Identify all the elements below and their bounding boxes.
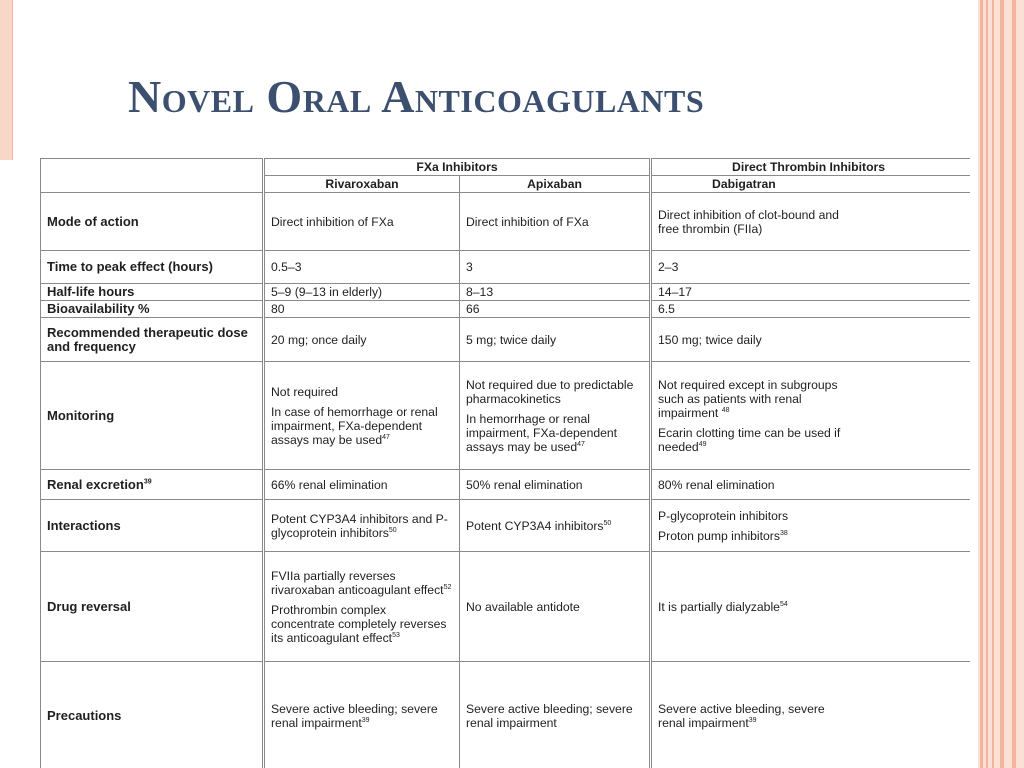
reference-superscript: 50 xyxy=(603,519,612,527)
cell-paragraph xyxy=(271,285,453,299)
row-label-text: Time to peak effect (hours) xyxy=(47,259,213,274)
table-cell xyxy=(264,193,460,251)
table-row xyxy=(41,284,971,301)
cell-paragraph xyxy=(658,302,853,316)
table-cell xyxy=(264,500,460,552)
row-label-text: Precautions xyxy=(47,707,122,723)
reference-superscript: 50 xyxy=(388,526,397,534)
cell-paragraph xyxy=(658,478,853,492)
cell-paragraph xyxy=(271,302,453,316)
table-cell xyxy=(460,301,651,318)
cell-paragraph xyxy=(658,600,853,614)
cell-paragraph xyxy=(658,529,853,543)
cell-text: Potent CYP3A4 inhibitors xyxy=(466,518,604,533)
table-cell xyxy=(651,500,970,552)
cell-text: In hemorrhage or renal impairment, FXa-dependent assays may be used xyxy=(466,411,618,454)
cell-text: 66% renal elimination xyxy=(271,477,388,492)
left-decorative-border xyxy=(0,0,13,160)
table-cell xyxy=(460,284,651,301)
fxa-inhibitors-header: FXa Inhibitors xyxy=(264,159,651,176)
cell-text: No available antidote xyxy=(466,599,580,614)
cell-text: Severe active bleeding, severe renal impairment xyxy=(658,701,825,730)
cell-text: Not required except in subgroups such as patients with renal impairment xyxy=(658,377,838,420)
cell-paragraph xyxy=(466,378,643,406)
cell-paragraph xyxy=(658,260,853,274)
cell-text: 80 xyxy=(271,302,285,316)
cell-paragraph xyxy=(271,215,453,229)
cell-text: Severe active bleeding; severe renal impairment xyxy=(271,701,438,730)
reference-superscript: 49 xyxy=(698,440,707,448)
cell-text: Proton pump inhibitors xyxy=(658,528,780,543)
reference-superscript: 39 xyxy=(361,716,370,724)
row-label xyxy=(41,362,264,470)
table-cell xyxy=(651,552,970,662)
row-label-text: Mode of action xyxy=(47,213,139,229)
table-cell xyxy=(264,552,460,662)
drug-header-dabigatran: Dabigatran xyxy=(651,176,970,193)
cell-paragraph xyxy=(466,302,643,316)
table-cell xyxy=(651,362,970,470)
cell-text: 80% renal elimination xyxy=(658,477,775,492)
reference-superscript: 38 xyxy=(779,529,788,537)
cell-paragraph xyxy=(271,405,453,447)
cell-text: Not required due to predictable pharmacokinetics xyxy=(466,377,634,406)
cell-paragraph xyxy=(466,702,643,730)
table-cell xyxy=(264,662,460,768)
table-cell xyxy=(651,284,970,301)
group-header-row xyxy=(41,159,971,176)
table-row xyxy=(41,552,971,662)
cell-paragraph xyxy=(658,208,853,236)
cell-text: Direct inhibition of clot-bound and free thrombin (FIIa) xyxy=(658,207,839,236)
cell-paragraph xyxy=(271,603,453,645)
table-row xyxy=(41,362,971,470)
row-label xyxy=(41,251,264,284)
table-cell xyxy=(264,362,460,470)
drug-header-apixaban: Apixaban xyxy=(460,176,651,193)
cell-paragraph xyxy=(466,333,643,347)
row-label xyxy=(41,500,264,552)
cell-paragraph xyxy=(466,285,643,299)
row-label xyxy=(41,301,264,318)
table-cell xyxy=(651,318,970,362)
cell-text: 8–13 xyxy=(466,285,494,299)
row-label xyxy=(41,193,264,251)
table-cell xyxy=(264,318,460,362)
table-cell xyxy=(264,251,460,284)
table-cell xyxy=(460,362,651,470)
cell-paragraph xyxy=(658,426,853,454)
table-cell xyxy=(651,301,970,318)
table-row xyxy=(41,301,971,318)
cell-text: 66 xyxy=(466,302,480,316)
cell-paragraph xyxy=(658,702,853,730)
row-label xyxy=(41,318,264,362)
header-corner-cell xyxy=(41,159,264,193)
slide-title: Novel Oral Anticoagulants xyxy=(128,71,705,122)
reference-superscript: 48 xyxy=(721,406,730,414)
cell-text: Potent CYP3A4 inhibitors and P-glycoprotein inhibitors xyxy=(271,511,448,540)
table-cell xyxy=(460,251,651,284)
reference-superscript: 52 xyxy=(443,583,452,591)
cell-text: 2–3 xyxy=(658,260,679,274)
table-cell xyxy=(651,470,970,500)
table-cell xyxy=(264,470,460,500)
table-row xyxy=(41,193,971,251)
cell-text: Direct inhibition of FXa xyxy=(466,214,589,229)
cell-text: P-glycoprotein inhibitors xyxy=(658,508,789,523)
cell-paragraph xyxy=(271,702,453,730)
cell-text: Ecarin clotting time can be used if needed xyxy=(658,425,841,454)
row-label-text: Monitoring xyxy=(47,407,115,423)
reference-superscript: 54 xyxy=(779,600,788,608)
cell-text: 5–9 (9–13 in elderly) xyxy=(271,285,383,299)
cell-text: It is partially dialyzable xyxy=(658,599,780,614)
table-row xyxy=(41,500,971,552)
cell-paragraph xyxy=(466,412,643,454)
cell-text: Prothrombin complex concentrate completely reverses its anticoagulant effect xyxy=(271,602,447,645)
cell-text: 6.5 xyxy=(658,302,675,316)
row-label xyxy=(41,284,264,301)
cell-text: Direct inhibition of FXa xyxy=(271,214,394,229)
table-row xyxy=(41,318,971,362)
cell-paragraph xyxy=(271,512,453,540)
table-cell xyxy=(264,284,460,301)
reference-superscript: 47 xyxy=(382,433,390,441)
reference-superscript: 39 xyxy=(143,478,152,486)
cell-paragraph xyxy=(271,478,453,492)
cell-text: 50% renal elimination xyxy=(466,477,583,492)
row-label-text: Drug reversal xyxy=(47,598,131,614)
table-row xyxy=(41,470,971,500)
cell-paragraph xyxy=(466,260,643,274)
cell-paragraph xyxy=(271,385,453,399)
thrombin-inhibitors-header: Direct Thrombin Inhibitors xyxy=(651,159,970,176)
cell-text: 14–17 xyxy=(658,285,692,299)
row-label xyxy=(41,662,264,768)
comparison-table-image xyxy=(40,158,970,768)
cell-paragraph xyxy=(658,285,853,299)
cell-text: 20 mg; once daily xyxy=(271,332,367,347)
right-decorative-border xyxy=(978,0,1024,768)
cell-paragraph xyxy=(271,569,453,597)
cell-text: In case of hemorrhage or renal impairment, FXa-dependent assays may be used xyxy=(271,404,438,447)
reference-superscript: 39 xyxy=(748,716,757,724)
row-label-text: Renal excretion xyxy=(47,476,144,492)
cell-text: 5 mg; twice daily xyxy=(466,332,557,347)
table-row xyxy=(41,251,971,284)
table-cell xyxy=(460,500,651,552)
reference-superscript: 53 xyxy=(392,631,400,639)
row-label-text: Interactions xyxy=(47,517,121,533)
table-cell xyxy=(460,318,651,362)
table-row xyxy=(41,662,971,768)
table-cell xyxy=(460,552,651,662)
row-label xyxy=(41,470,264,500)
cell-paragraph xyxy=(466,600,643,614)
cell-paragraph xyxy=(658,378,853,420)
cell-paragraph xyxy=(466,478,643,492)
cell-text: 150 mg; twice daily xyxy=(658,332,762,347)
table-cell xyxy=(460,470,651,500)
cell-paragraph xyxy=(466,215,643,229)
cell-text: Not required xyxy=(271,384,339,399)
drug-header-rivaroxaban: Rivaroxaban xyxy=(264,176,460,193)
row-label-text: Bioavailability % xyxy=(47,301,150,316)
row-label-text: Half-life hours xyxy=(47,284,135,299)
reference-superscript: 47 xyxy=(577,440,585,448)
anticoagulant-comparison-table xyxy=(40,158,970,768)
cell-text: 0.5–3 xyxy=(271,260,302,274)
table-cell xyxy=(651,193,970,251)
cell-paragraph xyxy=(658,509,853,523)
cell-paragraph xyxy=(271,260,453,274)
table-cell xyxy=(651,662,970,768)
cell-paragraph xyxy=(271,333,453,347)
table-cell xyxy=(264,301,460,318)
table-cell xyxy=(651,251,970,284)
cell-text: 3 xyxy=(466,260,473,274)
cell-text: Severe active bleeding; severe renal impairment xyxy=(466,701,633,730)
row-label-text: Recommended therapeutic dose and frequency xyxy=(47,324,248,354)
table-cell xyxy=(460,662,651,768)
table-cell xyxy=(460,193,651,251)
cell-text: FVIIa partially reverses rivaroxaban anticoagulant effect xyxy=(271,568,444,597)
cell-paragraph xyxy=(466,519,643,533)
row-label xyxy=(41,552,264,662)
cell-paragraph xyxy=(658,333,853,347)
